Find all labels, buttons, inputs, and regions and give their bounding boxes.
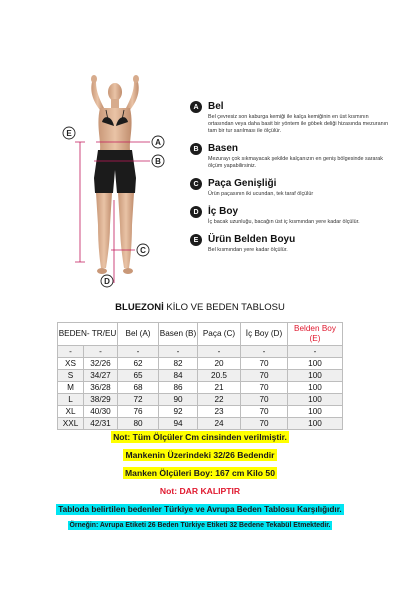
header-leg-opening: Paça (C) [198,323,241,346]
table-cell: 23 [198,406,241,418]
table-row [58,418,343,430]
table-title [0,302,400,313]
table-cell: 70 [241,382,288,394]
table-cell: XS [58,358,84,370]
legend-item-b [190,142,395,170]
table-cell: 100 [288,394,343,406]
table-cell: - [84,346,118,358]
svg-text:E: E [66,129,72,138]
table-cell: 70 [241,394,288,406]
legend-item-c [190,177,395,198]
table-cell: 62 [118,358,159,370]
svg-text:D: D [104,277,110,286]
legend-title: Basen [208,143,239,154]
table-row [58,382,343,394]
size-table [57,322,343,430]
table-cell: 40/30 [84,406,118,418]
legend-letter-badge: E [190,234,202,246]
note-model-size: Mankenin Üzerindeki 32/26 Bedendir [125,450,275,460]
table-cell: 24 [198,418,241,430]
legend-title: Bel [208,101,224,112]
header-length: Belden Boy (E) [288,323,343,346]
marker-c [137,244,149,256]
table-header-row [58,323,343,346]
legend-description: Bel çevresiz son kaburga kemiği ile kalça kemiğinin en üst kısmının ortasından veya daha basit bir yöntem ile göbek deliği hizasında mezuranın tam bir tur sarılması ile ölçülür. [208,114,389,134]
table-cell: 22 [198,394,241,406]
table-cell: 90 [159,394,198,406]
legend-description: Ürün paçasının iki ucundan, tek taraf ölçülür [208,191,314,197]
note-example: Örneğin: Avrupa Etiketi 26 Beden Türkiye Etiketi 32 Bedene Tekabül Etmektedir. [69,522,331,529]
table-cell: 70 [241,358,288,370]
table-cell: XXL [58,418,84,430]
table-cell: 68 [118,382,159,394]
table-cell: 100 [288,406,343,418]
svg-text:B: B [155,157,161,166]
table-cell: 100 [288,358,343,370]
table-cell: L [58,394,84,406]
table-cell: 100 [288,382,343,394]
note-units: Not: Tüm Ölçüler Cm cinsinden verilmiştir. [113,432,287,442]
legend-letter-badge: B [190,143,202,155]
table-cell: 36/28 [84,382,118,394]
table-row [58,370,343,382]
table-cell: 76 [118,406,159,418]
table-title-rest: KİLO VE BEDEN TABLOSU [163,302,285,313]
header-inseam: İç Boy (D) [241,323,288,346]
table-cell: 38/29 [84,394,118,406]
table-cell: 65 [118,370,159,382]
table-row [58,406,343,418]
table-cell: 86 [159,382,198,394]
legend-item-a [190,100,395,135]
legend-description: İç bacak uzunluğu, bacağın üst iç kısmından yere kadar ölçülür. [208,219,360,225]
table-cell: 100 [288,418,343,430]
table-cell: XL [58,406,84,418]
table-cell: 84 [159,370,198,382]
brand-name: BLUEZONİ [115,302,164,313]
table-cell: 32/26 [84,358,118,370]
legend-title: Paça Genişliği [208,178,277,189]
table-cell: 92 [159,406,198,418]
svg-text:A: A [155,138,161,147]
header-hip: Basen (B) [159,323,198,346]
legend-description: Mezurayı çok sıkmayacak şekilde kalçanızın en geniş bölgesinde sararak ölçüm yapabilirsiniz. [208,156,383,169]
table-cell: 20.5 [198,370,241,382]
table-cell: 34/27 [84,370,118,382]
header-size: BEDEN- TR/EU [58,323,118,346]
table-row [58,346,343,358]
svg-text:C: C [140,246,146,255]
table-cell: - [288,346,343,358]
table-row [58,358,343,370]
note-size-equivalence: Tabloda belirtilen bedenler Türkiye ve Avrupa Beden Tablosu Karşılığıdır. [58,505,342,514]
table-cell: 21 [198,382,241,394]
legend-title: Ürün Belden Boyu [208,234,296,245]
measurement-legend [190,100,395,261]
table-cell: 70 [241,406,288,418]
table-cell: 20 [198,358,241,370]
table-cell: - [58,346,84,358]
table-cell: 82 [159,358,198,370]
legend-title: İç Boy [208,206,239,217]
legend-description: Bel kısmından yere kadar ölçülür. [208,247,288,253]
note-slim-fit: Not: DAR KALIPTIR [159,486,241,496]
table-row [58,394,343,406]
table-cell: 94 [159,418,198,430]
table-cell: - [118,346,159,358]
legend-item-e [190,233,395,254]
table-cell: - [241,346,288,358]
table-cell: 72 [118,394,159,406]
table-cell: 100 [288,370,343,382]
table-cell: 70 [241,370,288,382]
header-waist: Bel (A) [118,323,159,346]
note-model-measurements: Manken Ölçüleri Boy: 167 cm Kilo 50 [125,468,275,478]
legend-letter-badge: D [190,206,202,218]
marker-a [152,136,164,148]
mannequin [91,75,139,274]
table-cell: 80 [118,418,159,430]
table-cell: 70 [241,418,288,430]
legend-letter-badge: C [190,178,202,190]
table-cell: M [58,382,84,394]
legend-letter-badge: A [190,101,202,113]
table-cell: 42/31 [84,418,118,430]
marker-b [152,155,164,167]
table-cell: - [198,346,241,358]
marker-e [63,127,75,139]
table-cell: - [159,346,198,358]
marker-d [101,275,113,287]
table-cell: S [58,370,84,382]
legend-item-d [190,205,395,226]
